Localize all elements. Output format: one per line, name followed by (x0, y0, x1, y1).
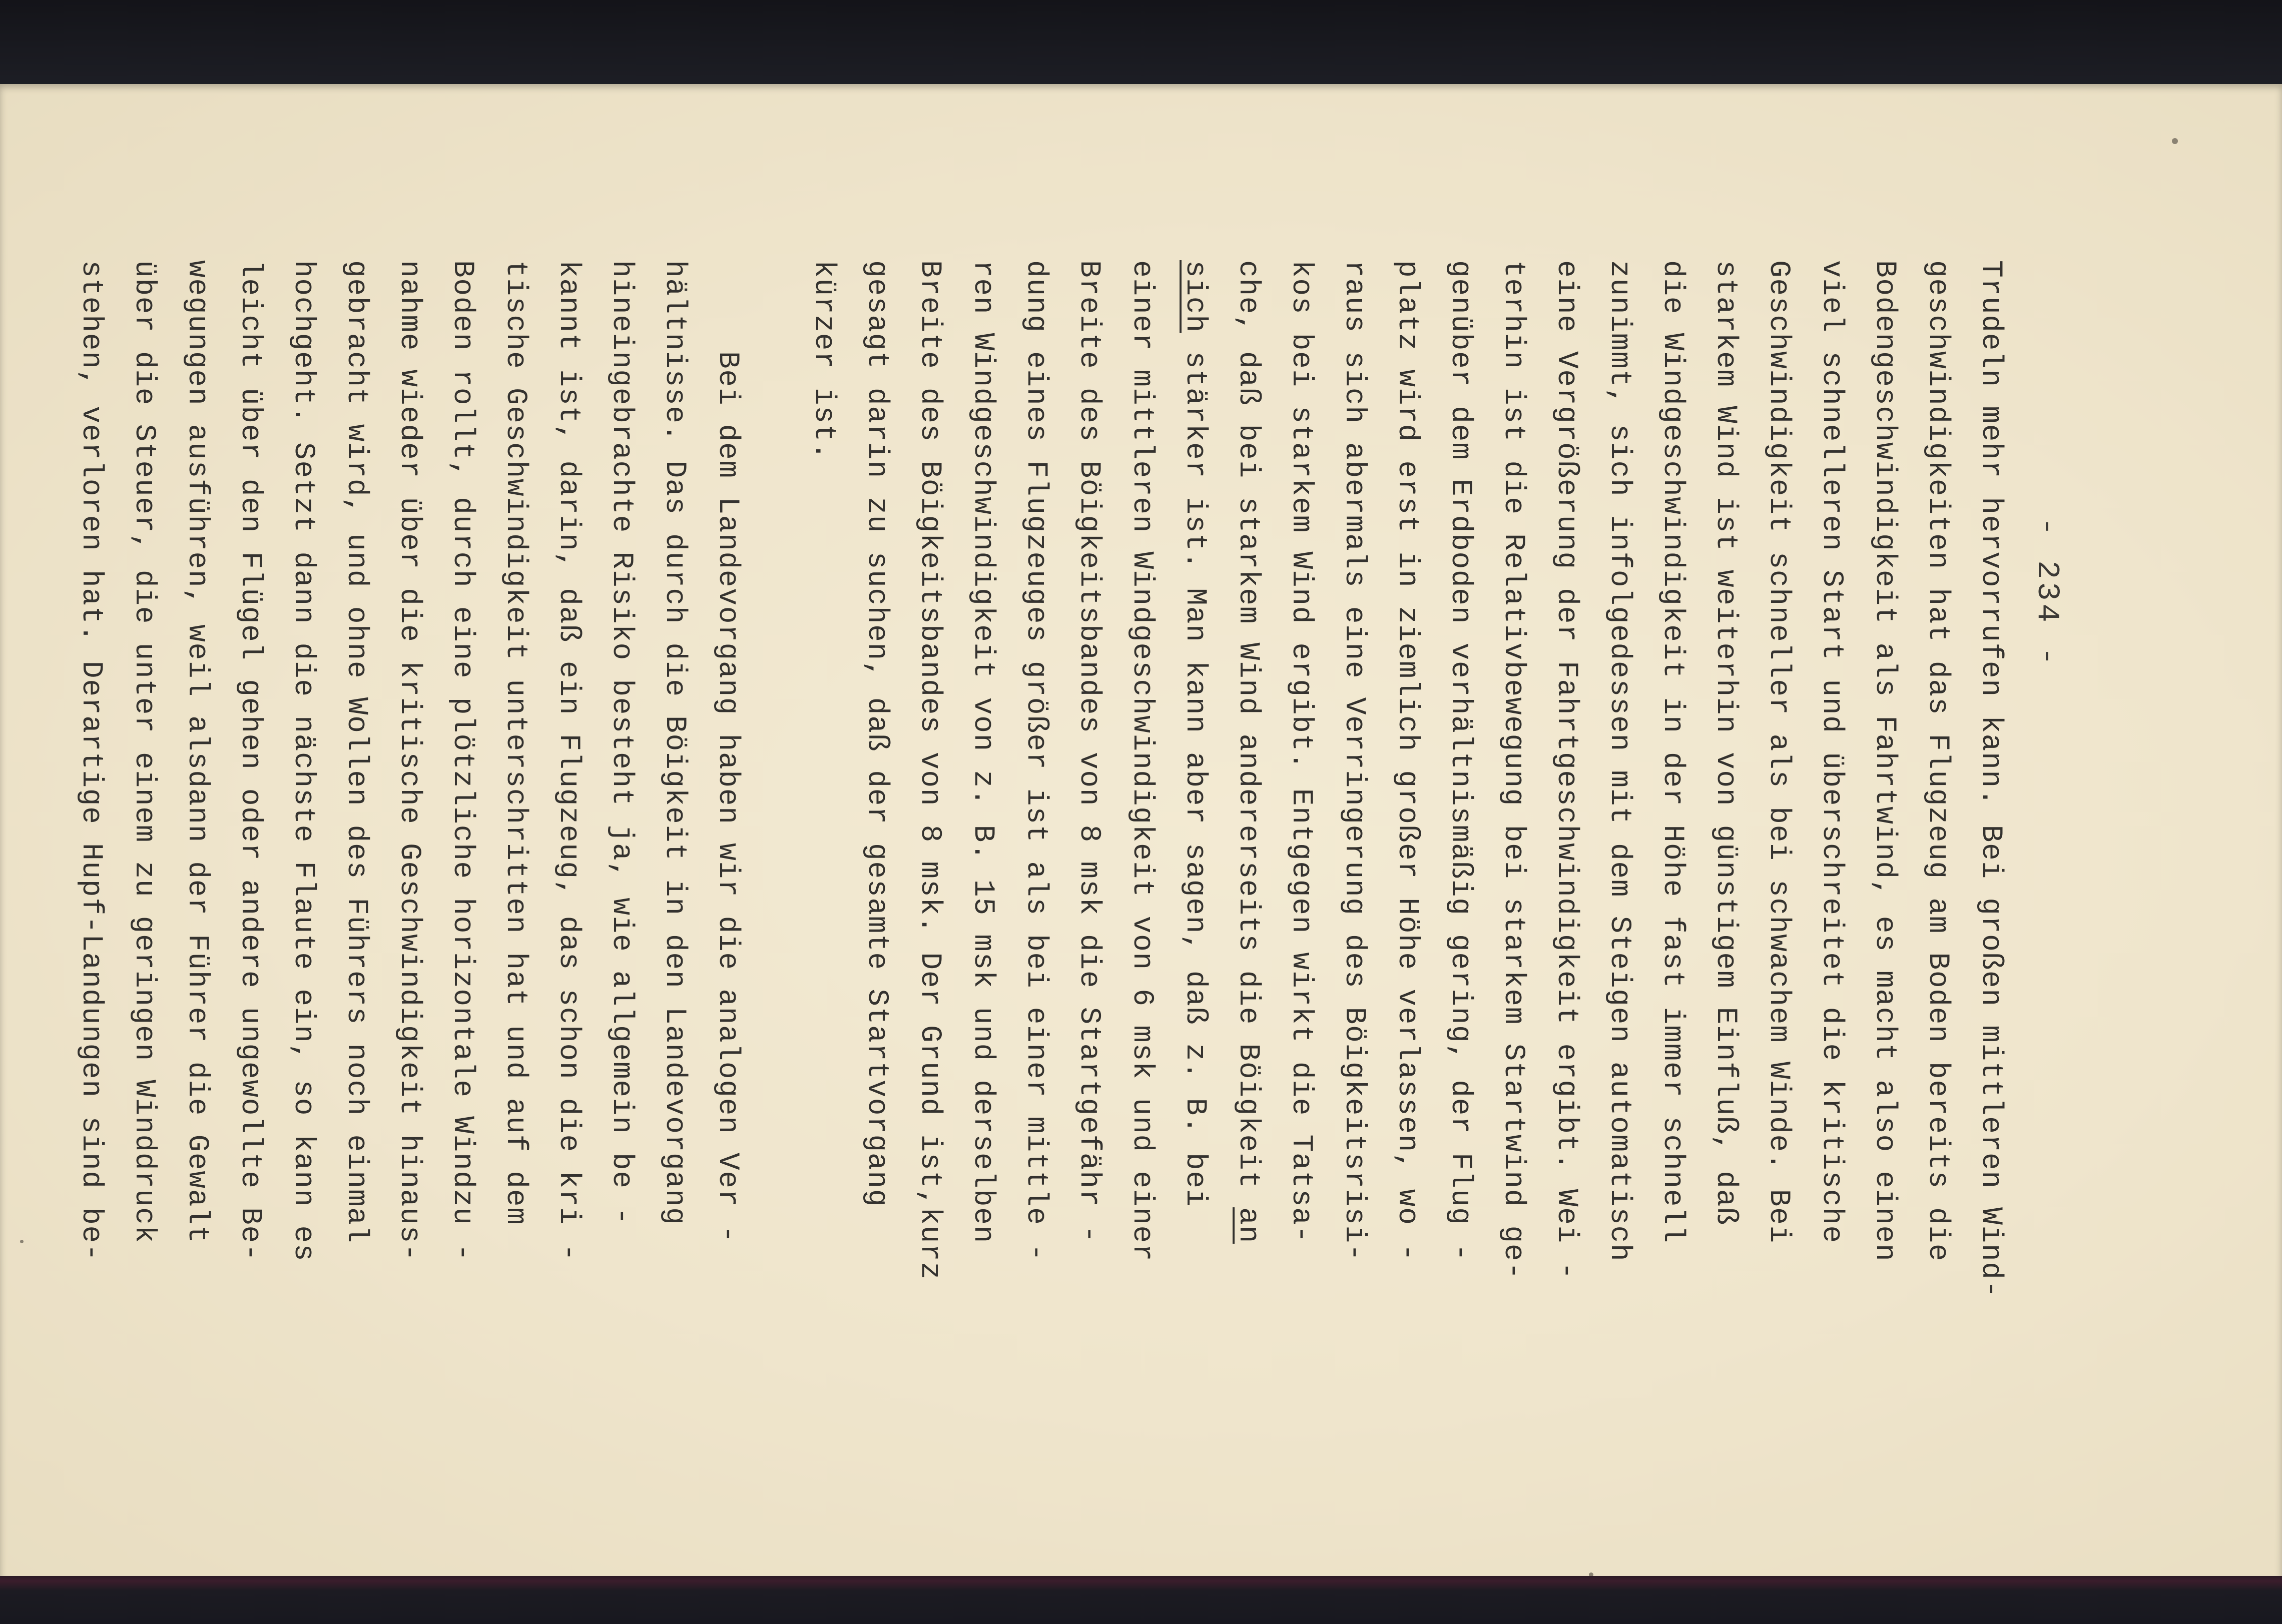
text-body (64, 260, 2017, 1299)
text-line: terhin ist die Relativbewegung bei starkem Startwind ge- (1497, 260, 1529, 1280)
text-line: starkem Wind ist weiterhin von günstigem Einfluß, daß (1709, 260, 1742, 1226)
paper-speck (2172, 138, 2178, 144)
text-line (754, 260, 797, 1276)
text-line: Breite des Böigkeitsbandes von 8 msk. Der Grund ist,kurz (913, 260, 946, 1280)
text-line: gesagt darin zu suchen, daß der gesamte Startvorgang (860, 260, 893, 1208)
text-line: tische Geschwindigkeit unterschritten hat und auf dem (499, 260, 531, 1226)
underlined-word: an (1232, 1207, 1264, 1244)
text-line: eine Vergrößerung der Fahrtgeschwindigkeit ergibt. Wei - (1550, 260, 1582, 1280)
text-line: nahme wieder über die kritische Geschwindigkeit hinaus- (393, 260, 425, 1262)
text-line: ren Windgeschwindigkeit von z. B. 15 msk und derselben (966, 260, 999, 1244)
text-line: gebracht wird, und ohne Wollen des Führers noch einmal (340, 260, 372, 1244)
text-line: Breite des Böigkeitsbandes von 8 msk die Startgefähr - (1072, 260, 1105, 1244)
text-line: einer mittleren Windgeschwindigkeit von 6 msk und einer (1125, 260, 1158, 1262)
text-line: hältnisse. Das durch die Böigkeit in den Landevorgang (658, 260, 691, 1226)
text-line: che, daß bei starkem Wind andererseits die Böigkeit an (1232, 260, 1264, 1244)
typewritten-text-rotated (75, 260, 2077, 1299)
text-line: genüber dem Erdboden verhältnismäßig gering, der Flug - (1444, 260, 1476, 1262)
text-line: geschwindigkeiten hat das Flugzeug am Boden bereits die (1921, 260, 1954, 1262)
text-line: kürzer ist. (807, 260, 840, 461)
text-line: hineingebrachte Risiko besteht ja, wie allgemein be - (605, 260, 638, 1226)
text-line: wegungen ausführen, weil alsdann der Führer die Gewalt (181, 260, 213, 1244)
paper-speck (20, 1240, 24, 1243)
text-line: Boden rollt, durch eine plötzliche horizontale Windzu - (446, 260, 478, 1262)
text-line: kannt ist, darin, daß ein Flugzeug, das schon die kri - (552, 260, 585, 1262)
text-line: Trudeln mehr hervorrufen kann. Bei großen mittleren Wind- (1974, 260, 2007, 1299)
text-line: raus sich abermals eine Verringerung des Böigkeitsrisi- (1338, 260, 1370, 1262)
text-line: leicht über den Flügel gehen oder andere ungewollte Be- (234, 260, 266, 1262)
page-number: - 234 - (2029, 517, 2065, 669)
scanner-bottom-border (0, 1576, 2282, 1624)
text-line: zunimmt, sich infolgedessen mit dem Steigen automatisch (1603, 260, 1635, 1262)
text-line: Bei dem Landevorgang haben wir die analogen Ver - (711, 260, 744, 1244)
text-line: Geschwindigkeit schneller als bei schwachem Winde. Bei (1762, 260, 1795, 1244)
text-line: über die Steuer, die unter einem zu geringen Winddruck (128, 260, 160, 1244)
text-line: viel schnelleren Start und überschreitet die kritische (1815, 260, 1848, 1244)
text-line: stehen, verloren hat. Derartige Hupf-Landungen sind be- (75, 260, 107, 1262)
text-line: kos bei starkem Wind ergibt. Entgegen wirkt die Tatsa- (1285, 260, 1317, 1244)
text-line: Bodengeschwindigkeit als Fahrtwind, es macht also einen (1868, 260, 1901, 1262)
text-line: die Windgeschwindigkeit in der Höhe fast immer schnell (1656, 260, 1688, 1244)
text-line: hochgeht. Setzt dann die nächste Flaute ein, so kann es (287, 260, 319, 1262)
scanner-top-border (0, 0, 2282, 88)
text-line: platz wird erst in ziemlich großer Höhe verlassen, wo - (1391, 260, 1423, 1262)
text-line: sich stärker ist. Man kann aber sagen, daß z. B. bei (1179, 260, 1211, 1208)
underlined-word: sich (1179, 260, 1211, 333)
text-line: dung eines Flugzeuges größer ist als bei einer mittle - (1019, 260, 1052, 1262)
